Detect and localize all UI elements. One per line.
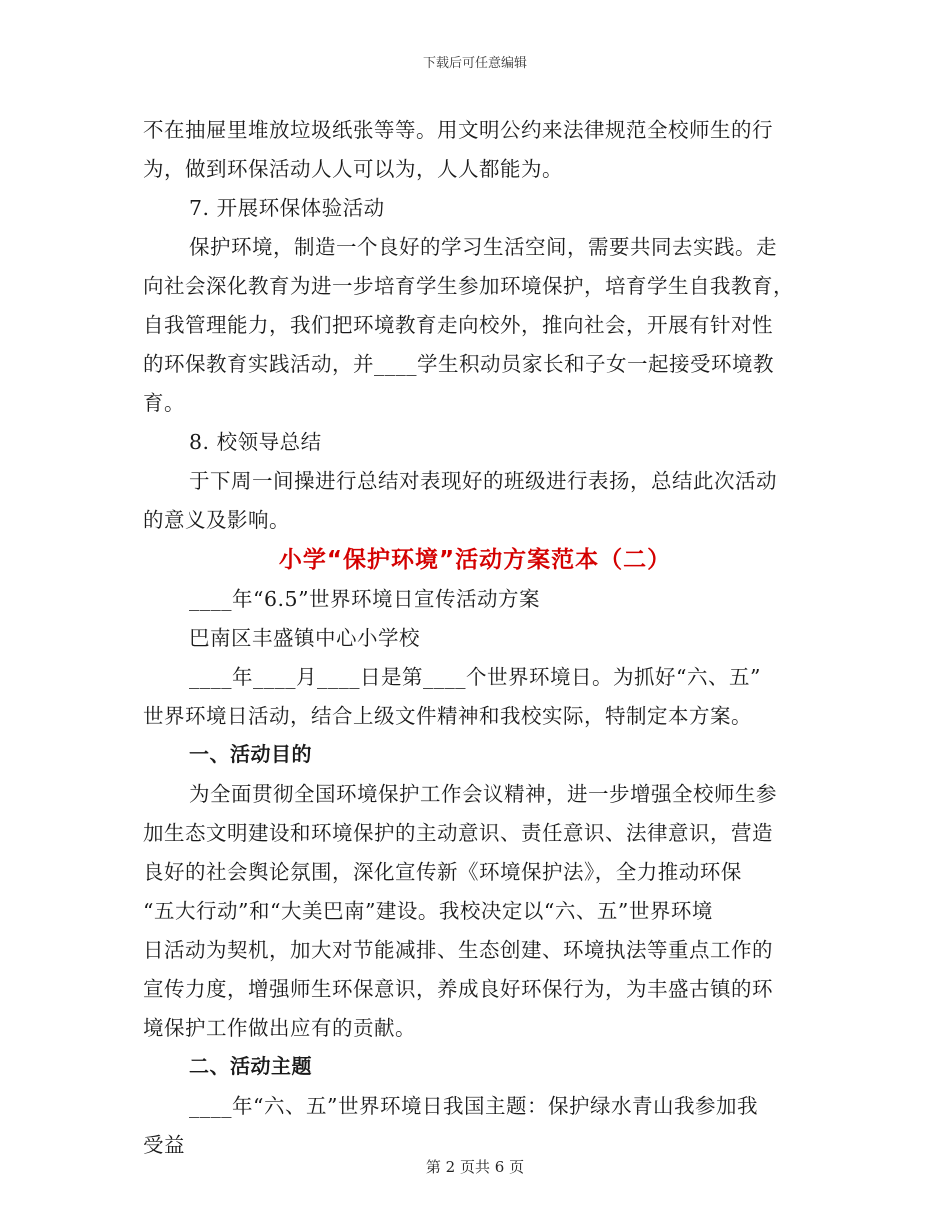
text-line: 向社会深化教育为进一步培育学生参加环境保护，培育学生自我教育， [143, 274, 794, 298]
text-line: ____年“6.5”世界环境日宣传活动方案 [189, 587, 541, 611]
subheading: 二、活动主题 [189, 1054, 312, 1078]
text-line: 自我管理能力，我们把环境教育走向校外，推向社会，开展有针对性 [143, 313, 773, 337]
text-line: 良好的社会舆论氛围，深化宣传新《环境保护法》，全力推动环保 [143, 860, 742, 884]
text-line: 日活动为契机，加大对节能减排、生态创建、环境执法等重点工作的 [143, 938, 773, 962]
text-line: 保护环境，制造一个良好的学习生活空间，需要共同去实践。走 [189, 235, 777, 259]
text-line: 的环保教育实践活动，并____学生积动员家长和子女一起接受环境教 [143, 352, 774, 376]
text-line: 为全面贯彻全国环境保护工作会议精神，进一步增强全校师生参 [189, 782, 777, 806]
text-line: 加生态文明建设和环境保护的主动意识、责任意识、法律意识，营造 [143, 821, 773, 845]
text-line: 受益 [143, 1133, 185, 1157]
step-heading: 7. 开展环保体验活动 [189, 196, 385, 220]
text-line: ____年“六、五”世界环境日我国主题：保护绿水青山我参加我 [189, 1094, 758, 1118]
step-heading: 8. 校领导总结 [189, 430, 322, 454]
text-line: 于下周一间操进行总结对表现好的班级进行表扬，总结此次活动 [189, 469, 777, 493]
text-line: 不在抽屉里堆放垃圾纸张等等。用文明公约来法律规范全校师生的行 [143, 118, 773, 142]
text-line: 的意义及影响。 [143, 508, 290, 532]
text-line: 巴南区丰盛镇中心小学校 [189, 626, 420, 650]
page-header: 下载后可任意编辑 [422, 56, 527, 71]
text-line: 为，做到环保活动人人可以为，人人都能为。 [143, 157, 563, 181]
text-line: 世界环境日活动，结合上级文件精神和我校实际，特制定本方案。 [143, 704, 752, 728]
subheading: 一、活动目的 [189, 742, 312, 766]
text-line: 境保护工作做出应有的贡献。 [143, 1016, 416, 1040]
text-line: 宣传力度，增强师生环保意识，养成良好环保行为，为丰盛古镇的环 [143, 977, 773, 1001]
section-title: 小学“保护环境”活动方案范本（二） [278, 547, 672, 573]
text-line: 育。 [143, 391, 185, 415]
page-footer: 第 2 页共 6 页 [425, 1158, 525, 1176]
text-line: ____年____月____日是第____个世界环境日。为抓好“六、五” [189, 665, 761, 689]
text-line: “五大行动”和“大美巴南”建设。我校决定以“六、五”世界环境 [143, 899, 713, 923]
